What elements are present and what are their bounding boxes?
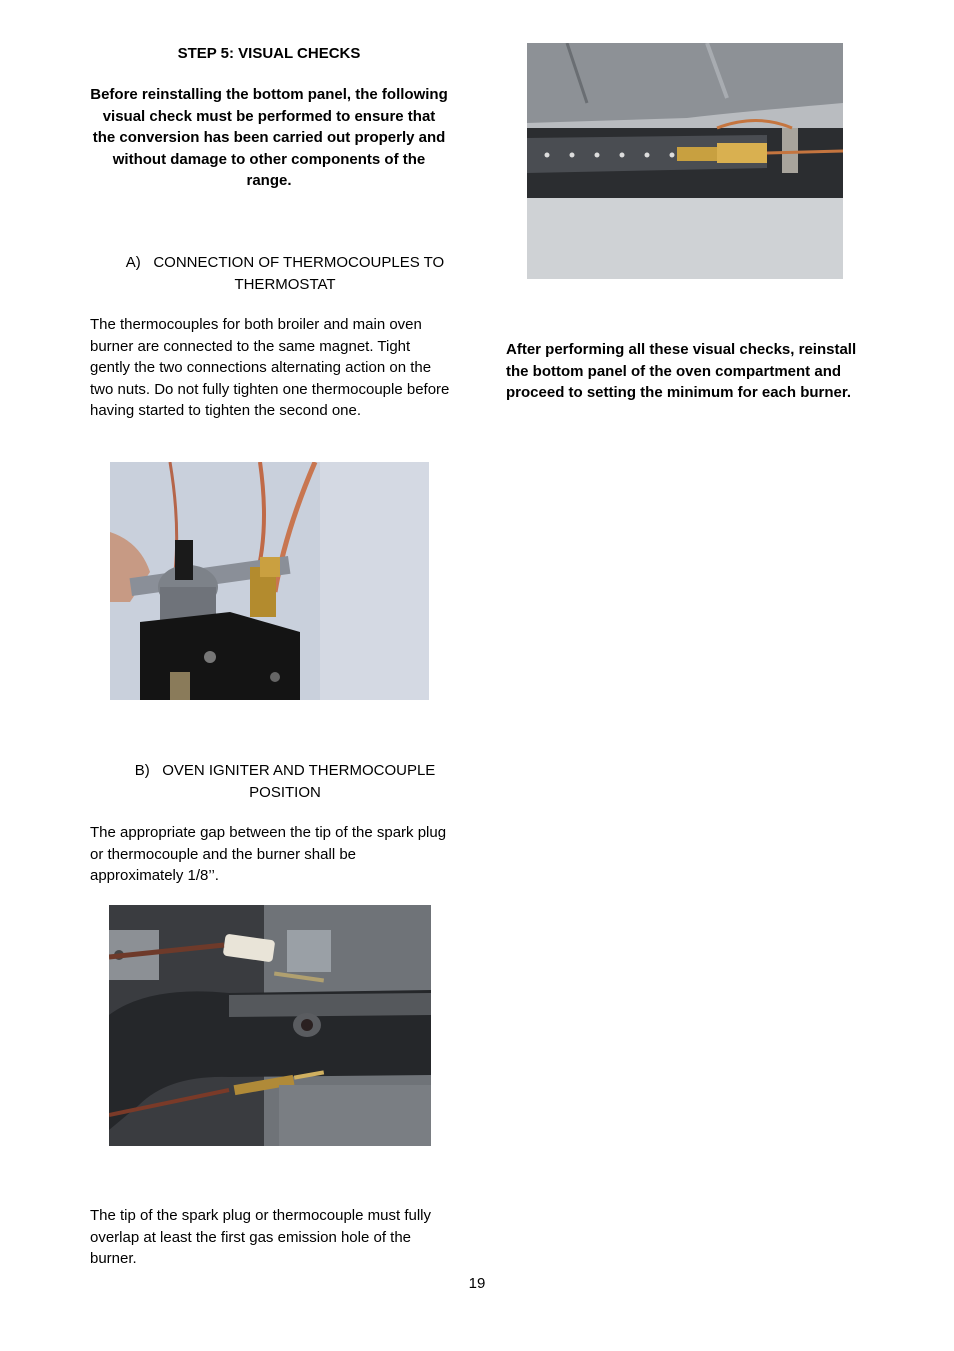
final-note: The tip of the spark plug or thermocouple must fully overlap at least the first gas emission hole of the burner. xyxy=(90,1207,432,1268)
intro-paragraph: Before reinstalling the bottom panel, the following visual check must be performed to ensure that the conversion has been carried out properly and without damage to other components of the range. xyxy=(90,86,448,190)
closing-note: After performing all these visual checks, reinstall the bottom panel of the oven compartment and proceed to setting the minimum for each burner. xyxy=(506,341,857,402)
section-b-heading-line1: OVEN IGNITER AND THERMOCOUPLE xyxy=(162,762,436,779)
section-a-heading-line1: CONNECTION OF THERMOCOUPLES TO xyxy=(153,254,445,271)
section-a-marker: A) xyxy=(125,254,141,271)
thermocouple-connection-photo xyxy=(110,462,429,700)
section-a-body: The thermocouples for both broiler and main oven burner are connected to the same magnet. Tight gently the two connections alternating action on the two nuts. Do not fully tighten one thermocouple before having started to tighten the second one. xyxy=(90,316,450,420)
section-b-marker: B) xyxy=(134,762,150,779)
section-a-heading xyxy=(100,252,470,295)
section-b-body: The appropriate gap between the tip of the spark plug or thermocouple and the burner shall be approximately 1/8’’. xyxy=(90,824,447,885)
igniter-thermocouple-photo xyxy=(109,905,431,1146)
section-b-heading xyxy=(100,760,470,803)
step-title: STEP 5: VISUAL CHECKS xyxy=(177,45,361,62)
burner-closeup-photo xyxy=(527,43,843,279)
section-a-heading-line2: THERMOSTAT xyxy=(234,275,336,293)
section-b-heading-line2: POSITION xyxy=(249,783,321,801)
page-number: 19 xyxy=(468,1275,486,1292)
